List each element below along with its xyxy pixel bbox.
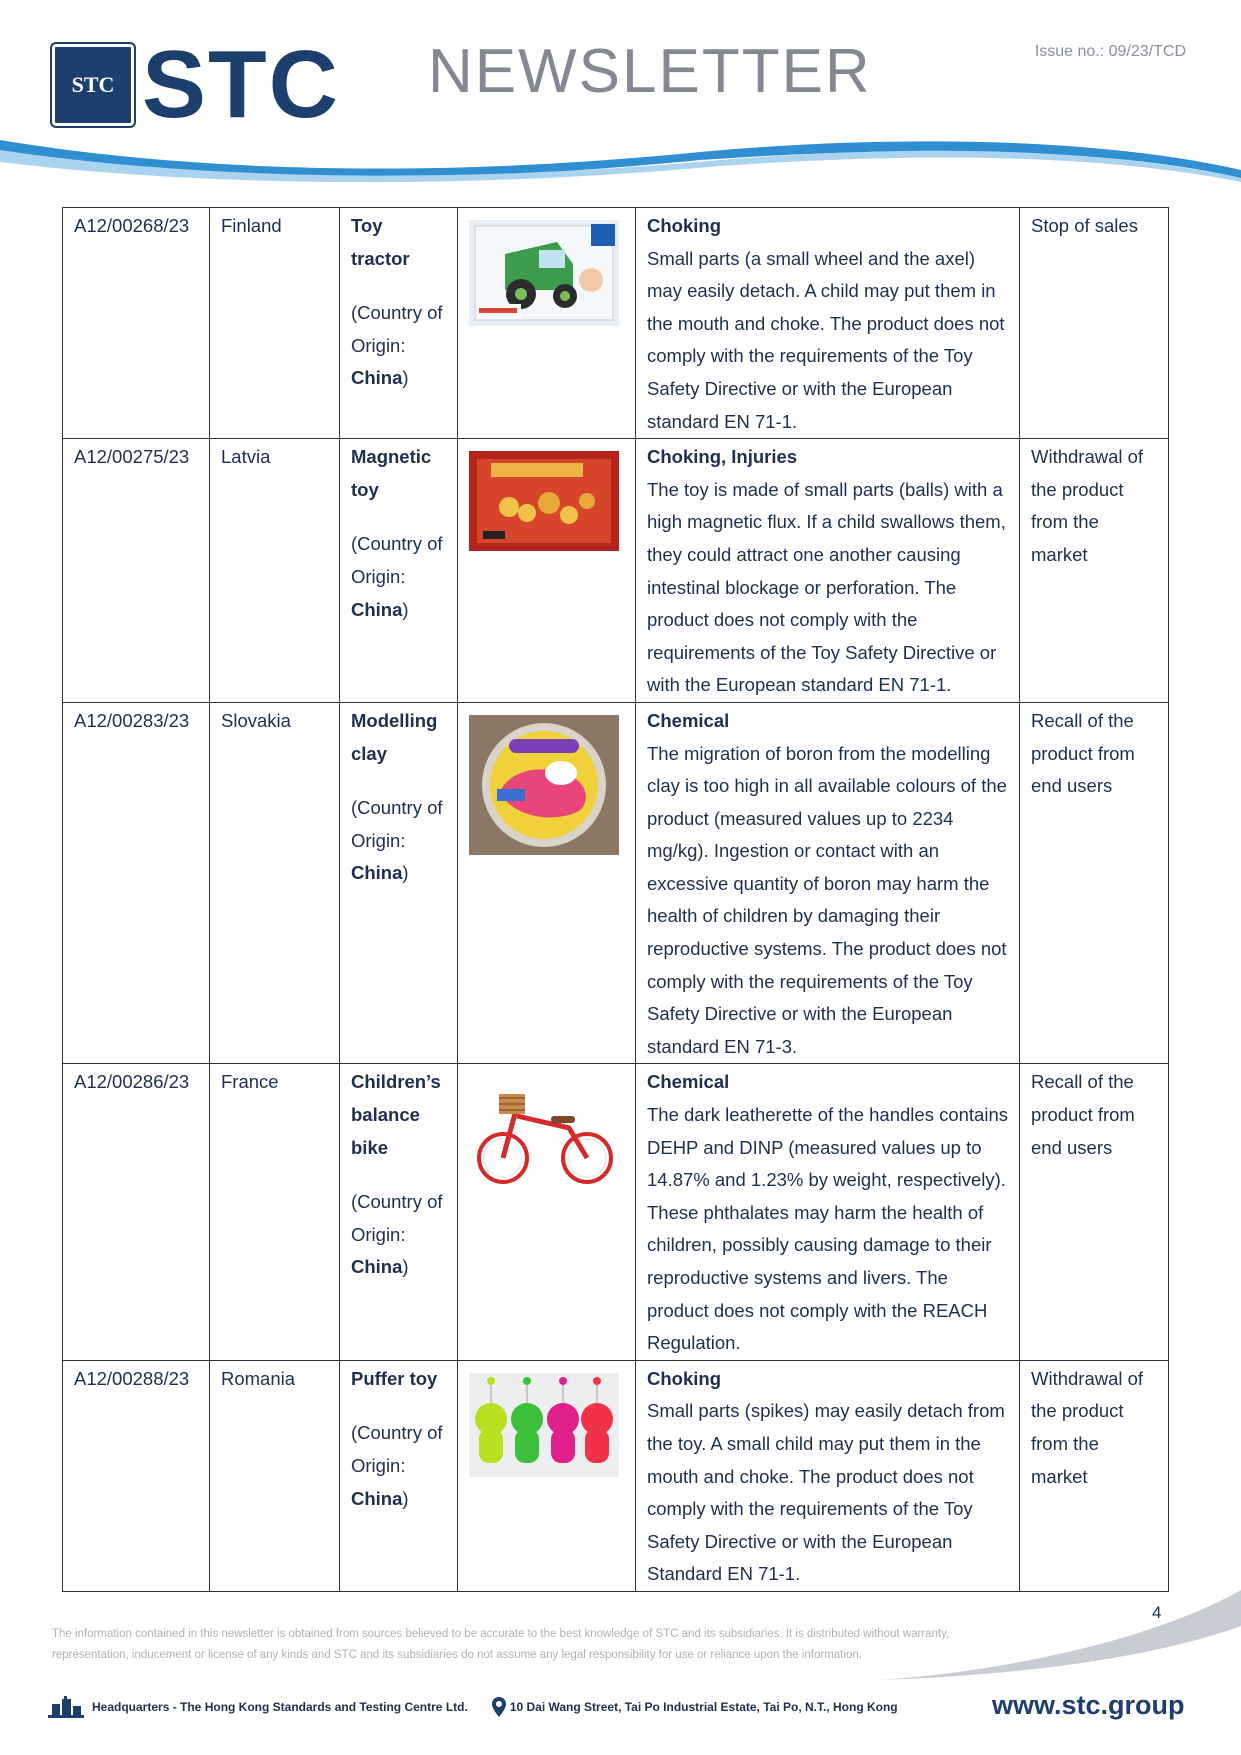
table-row — [63, 702, 1169, 1064]
product-cell — [340, 702, 458, 1064]
stc-logo — [52, 31, 352, 138]
risk-type: Choking, Injuries — [647, 446, 798, 468]
measure-cell: Withdrawal of the product from the market — [1020, 1360, 1169, 1591]
product-cell — [340, 439, 458, 703]
product-cell — [340, 208, 458, 439]
origin-prefix: (Country of — [351, 302, 443, 324]
product-name-line: clay — [351, 742, 388, 764]
origin-suffix: ) — [402, 1256, 409, 1278]
magnetic-balls-box-image — [469, 451, 619, 551]
country-cell: Romania — [210, 1360, 340, 1591]
origin-label: Origin: — [351, 565, 406, 587]
origin-country: China — [351, 1256, 403, 1278]
measure-cell: Stop of sales — [1020, 208, 1169, 439]
image-cell — [458, 439, 636, 703]
product-name-line: Toy — [351, 215, 383, 236]
issue-number: Issue no.: 09/23/TCD — [1034, 43, 1186, 60]
origin-prefix: (Country of — [351, 1422, 443, 1444]
building-icon — [48, 1696, 84, 1718]
risk-cell — [636, 702, 1020, 1064]
reference-cell: A12/00268/23 — [63, 208, 210, 439]
table-row — [63, 208, 1169, 439]
image-cell — [458, 1064, 636, 1360]
product-name-line: balance — [351, 1104, 420, 1126]
product-name-line: tractor — [351, 247, 410, 269]
risk-cell — [636, 208, 1020, 439]
red-balance-bike-image — [469, 1076, 619, 1192]
country-cell: Slovakia — [210, 702, 340, 1064]
origin-suffix: ) — [402, 367, 409, 389]
reference-cell: A12/00283/23 — [63, 702, 210, 1064]
product-name-line: Children’s — [351, 1071, 441, 1093]
puffer-bear-toys-image — [469, 1373, 619, 1477]
website-link[interactable]: www.stc.group — [992, 1690, 1185, 1720]
risk-type: Choking — [647, 1367, 721, 1389]
product-name-line: Modelling — [351, 709, 438, 731]
reference-cell: A12/00288/23 — [63, 1360, 210, 1591]
location-pin-icon — [492, 1697, 506, 1717]
country-cell: France — [210, 1064, 340, 1360]
risk-description: The dark leatherette of the handles contains DEHP and DINP (measured values up to 14.87% and 1.23% by weight, respectively). These phthalates may harm the health of children, possibly causing damage to their reproductive systems and livers. The product does not comply with the REACH Regulation. — [647, 1104, 1008, 1354]
header-swoosh-decoration — [0, 140, 1241, 200]
stc-logo-badge-icon — [52, 44, 134, 126]
rc-tractor-toy-box-image — [469, 220, 619, 326]
address-text: 10 Dai Wang Street, Tai Po Industrial Estate, Tai Po, N.T., Hong Kong — [509, 1700, 898, 1714]
measure-cell: Recall of the product from end users — [1020, 702, 1169, 1064]
footer-disclaimer: The information contained in this newsletter is obtained from sources believed to be accurate to the best knowledge of STC and its subsidiaries. It is distributed without warranty, representation, inducement or license of any kinds and STC and its subsidiaries do not assume any legal responsibility for use or reliance upon the information. — [52, 1628, 950, 1661]
product-cell — [340, 1064, 458, 1360]
risk-description: The toy is made of small parts (balls) with a high magnetic flux. If a child swallows them, they could attract one another causing intestinal blockage or perforation. The product does not comply with the requirements of the Toy Safety Directive or with the European standard EN 71-1. — [647, 478, 1006, 696]
origin-country: China — [351, 1487, 403, 1509]
origin-suffix: ) — [402, 862, 409, 884]
risk-cell — [636, 1064, 1020, 1360]
table-row — [63, 1360, 1169, 1591]
table-row — [63, 1064, 1169, 1360]
origin-label: Origin: — [351, 1454, 406, 1476]
product-name-line: toy — [351, 478, 379, 500]
headquarters-label: Headquarters - The Hong Kong Standards and Testing Centre Ltd. — [92, 1700, 468, 1714]
logo-mark: STC — [71, 72, 115, 97]
origin-label: Origin: — [351, 1223, 406, 1245]
image-cell — [458, 702, 636, 1064]
measure-cell: Withdrawal of the product from the market — [1020, 439, 1169, 703]
origin-label: Origin: — [351, 334, 406, 356]
reference-cell: A12/00286/23 — [63, 1064, 210, 1360]
product-name-line: bike — [351, 1136, 389, 1158]
origin-suffix: ) — [402, 1487, 409, 1509]
country-cell: Latvia — [210, 439, 340, 703]
product-name-line: Magnetic — [351, 446, 432, 468]
origin-prefix: (Country of — [351, 533, 443, 555]
newsletter-title: NEWSLETTER — [428, 37, 872, 106]
logo-wordmark: STC — [142, 31, 340, 138]
country-cell: Finland — [210, 208, 340, 439]
origin-country: China — [351, 862, 403, 884]
origin-prefix: (Country of — [351, 1191, 443, 1213]
risk-cell — [636, 1360, 1020, 1591]
reference-cell: A12/00275/23 — [63, 439, 210, 703]
risk-description: Small parts (spikes) may easily detach from the toy. A small child may put them in the mouth and choke. The product does not comply with the requirements of the Toy Safety Directive or with the European Standard EN 71-1. — [647, 1400, 1005, 1585]
risk-description: The migration of boron from the modelling clay is too high in all available colours of the product (measured values up to 2234 mg/kg). Ingestion or contact with an excessive quantity of boron may harm the health of children by damaging their reproductive systems. The product does not comply with the requirements of the Toy Safety Directive or with the European standard EN 71-3. — [647, 742, 1007, 1057]
risk-type: Chemical — [647, 1071, 730, 1093]
origin-country: China — [351, 367, 403, 389]
product-name-line: Puffer toy — [351, 1367, 438, 1389]
risk-cell — [636, 439, 1020, 703]
product-recall-table — [62, 207, 1169, 1592]
origin-label: Origin: — [351, 829, 406, 851]
image-cell — [458, 208, 636, 439]
origin-prefix: (Country of — [351, 797, 443, 819]
risk-type: Chemical — [647, 709, 730, 731]
origin-suffix: ) — [402, 598, 409, 620]
modelling-clay-tin-image — [469, 715, 619, 855]
page-number: 4 — [1152, 1603, 1162, 1622]
risk-type: Choking — [647, 215, 721, 236]
table-row — [63, 439, 1169, 703]
product-cell — [340, 1360, 458, 1591]
risk-description: Small parts (a small wheel and the axel) may easily detach. A child may put them in the mouth and choke. The product does not comply with the requirements of the Toy Safety Directive or with the European standard EN 71-1. — [647, 247, 1005, 432]
origin-country: China — [351, 598, 403, 620]
image-cell — [458, 1360, 636, 1591]
measure-cell: Recall of the product from end users — [1020, 1064, 1169, 1360]
